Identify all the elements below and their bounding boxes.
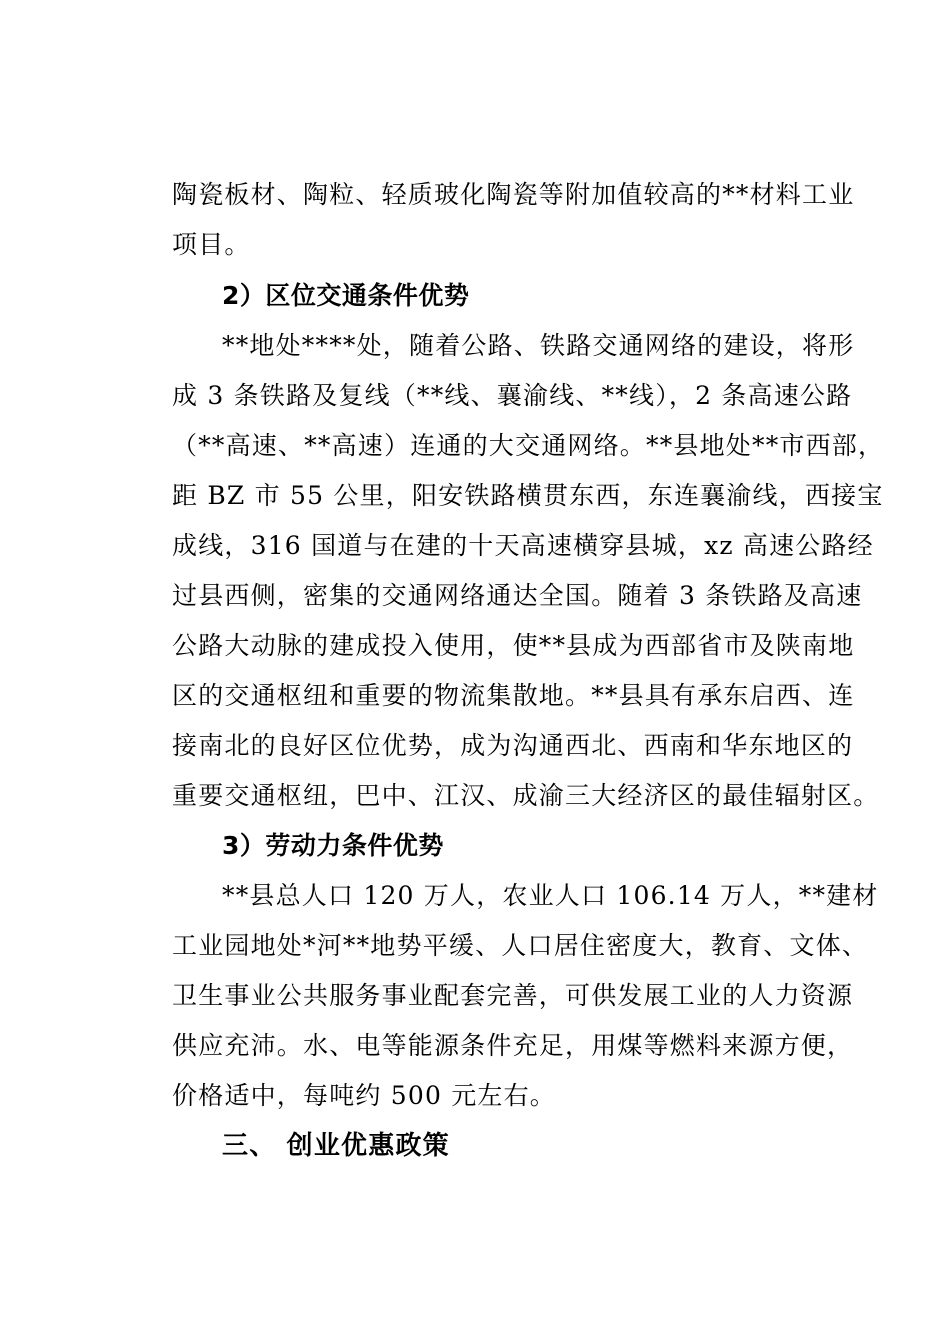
transport-line-4: 距 BZ 市 55 公里，阳安铁路横贯东西，东连襄渝线，西接宝 [172, 481, 884, 510]
labor-line-5: 价格适中，每吨约 500 元左右。 [172, 1081, 557, 1110]
transport-line-1: **地处****处，随着公路、铁路交通网络的建设，将形 [222, 331, 855, 360]
labor-line-2: 工业园地处*河**地势平缓、人口居住密度大，教育、文体、 [172, 931, 869, 960]
transport-line-3: （**高速、**高速）连通的大交通网络。**县地处**市西部， [172, 431, 885, 460]
transport-line-2: 成 3 条铁路及复线（**线、襄渝线、**线），2 条高速公路 [172, 381, 853, 410]
labor-line-1: **县总人口 120 万人，农业人口 106.14 万人，**建材 [222, 881, 879, 910]
labor-line-4: 供应充沛。水、电等能源条件充足，用煤等燃料来源方便， [172, 1031, 854, 1060]
transport-line-10: 重要交通枢纽，巴中、江汉、成渝三大经济区的最佳辐射区。 [172, 781, 880, 810]
transport-line-6: 过县西侧，密集的交通网络通达全国。随着 3 条铁路及高速 [172, 581, 863, 610]
heading-transport-advantage: 2）区位交通条件优势 [222, 281, 470, 310]
section-heading-preferential-policies: 三、 创业优惠政策 [222, 1131, 450, 1161]
transport-line-8: 区的交通枢纽和重要的物流集散地。**县具有承东启西、连 [172, 681, 855, 710]
transport-line-7: 公路大动脉的建成投入使用，使**县成为西部省市及陕南地 [172, 631, 855, 660]
heading-labor-advantage: 3）劳动力条件优势 [222, 831, 444, 860]
transport-line-5: 成线，316 国道与在建的十天高速横穿县城，xz 高速公路经 [172, 531, 874, 560]
transport-line-9: 接南北的良好区位优势，成为沟通西北、西南和华东地区的 [172, 731, 854, 760]
intro-line-2: 项目。 [172, 230, 251, 259]
intro-line-1: 陶瓷板材、陶粒、轻质玻化陶瓷等附加值较高的**材料工业 [172, 180, 855, 209]
labor-line-3: 卫生事业公共服务事业配套完善，可供发展工业的人力资源 [172, 981, 854, 1010]
